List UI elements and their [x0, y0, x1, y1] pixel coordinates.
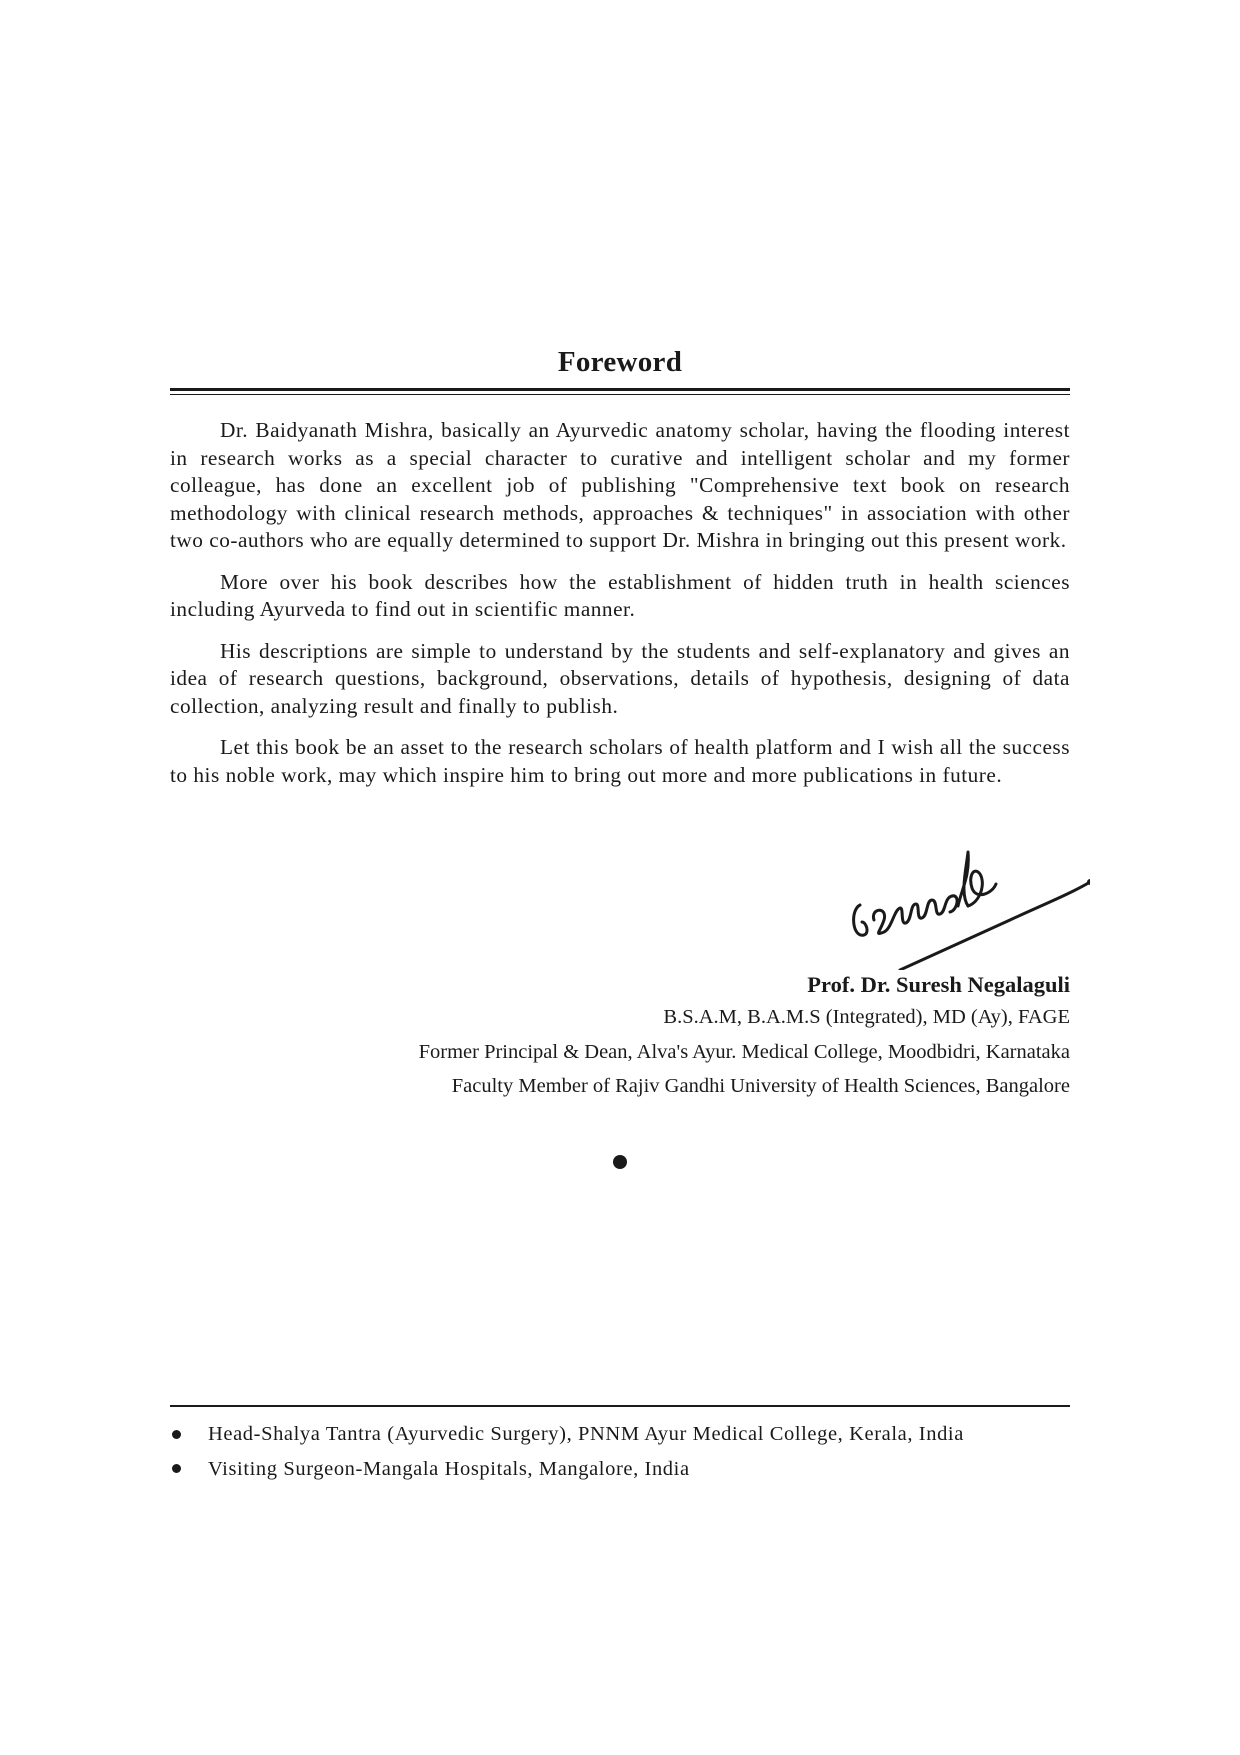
signatory-affiliation: Faculty Member of Rajiv Gandhi University of Health Sciences, Bangalore — [451, 1075, 1070, 1097]
signatory-block — [170, 970, 1070, 1104]
section-end-dot — [613, 1155, 627, 1169]
signature-graphic — [840, 840, 1090, 970]
footnote-item — [170, 1452, 1070, 1487]
footnotes — [170, 1417, 1070, 1486]
signatory-degrees: B.S.A.M, B.A.M.S (Integrated), MD (Ay), FAGE — [663, 1006, 1070, 1028]
paragraph: His descriptions are simple to understand by the students and self-explanatory and gives an idea of research questions, background, observations, details of hypothesis, designing of data collection, analyzing result and finally to publish. — [170, 638, 1070, 718]
footnote-text: Visiting Surgeon-Mangala Hospitals, Mangalore, India — [208, 1457, 690, 1480]
foreword-body — [170, 417, 1070, 803]
footnote-item — [170, 1417, 1070, 1452]
footnote-rule — [170, 1405, 1070, 1407]
title-rule-thin — [170, 394, 1070, 395]
handwritten-signature — [840, 840, 1090, 970]
bullet-icon — [172, 1430, 181, 1439]
footnote-text: Head-Shalya Tantra (Ayurvedic Surgery), PNNM Ayur Medical College, Kerala, India — [208, 1423, 964, 1445]
paragraph: Dr. Baidyanath Mishra, basically an Ayurvedic anatomy scholar, having the flooding interest in research works as a special character to curative and intelligent scholar and my former colleague, has done an excellent job of publishing "Comprehensive text book on research methodology with clinical research methods, approaches & techniques" in association with other two co-authors who are equally determined to support Dr. Mishra in bringing out this present work. — [170, 418, 1070, 552]
title-rule — [170, 388, 1070, 391]
paragraph: More over his book describes how the establishment of hidden truth in health sciences including Ayurveda to find out in scientific manner. — [170, 569, 1070, 621]
foreword-page — [170, 0, 1070, 1755]
signatory-name: Prof. Dr. Suresh Negalaguli — [807, 972, 1070, 997]
bullet-icon — [172, 1464, 181, 1473]
paragraph: Let this book be an asset to the research scholars of health platform and I wish all the success to his noble work, may which inspire him to bring out more and more publications in future. — [170, 735, 1070, 787]
page-title: Foreword — [557, 346, 683, 378]
signatory-position: Former Principal & Dean, Alva's Ayur. Medical College, Moodbidri, Karnataka — [418, 1040, 1070, 1063]
